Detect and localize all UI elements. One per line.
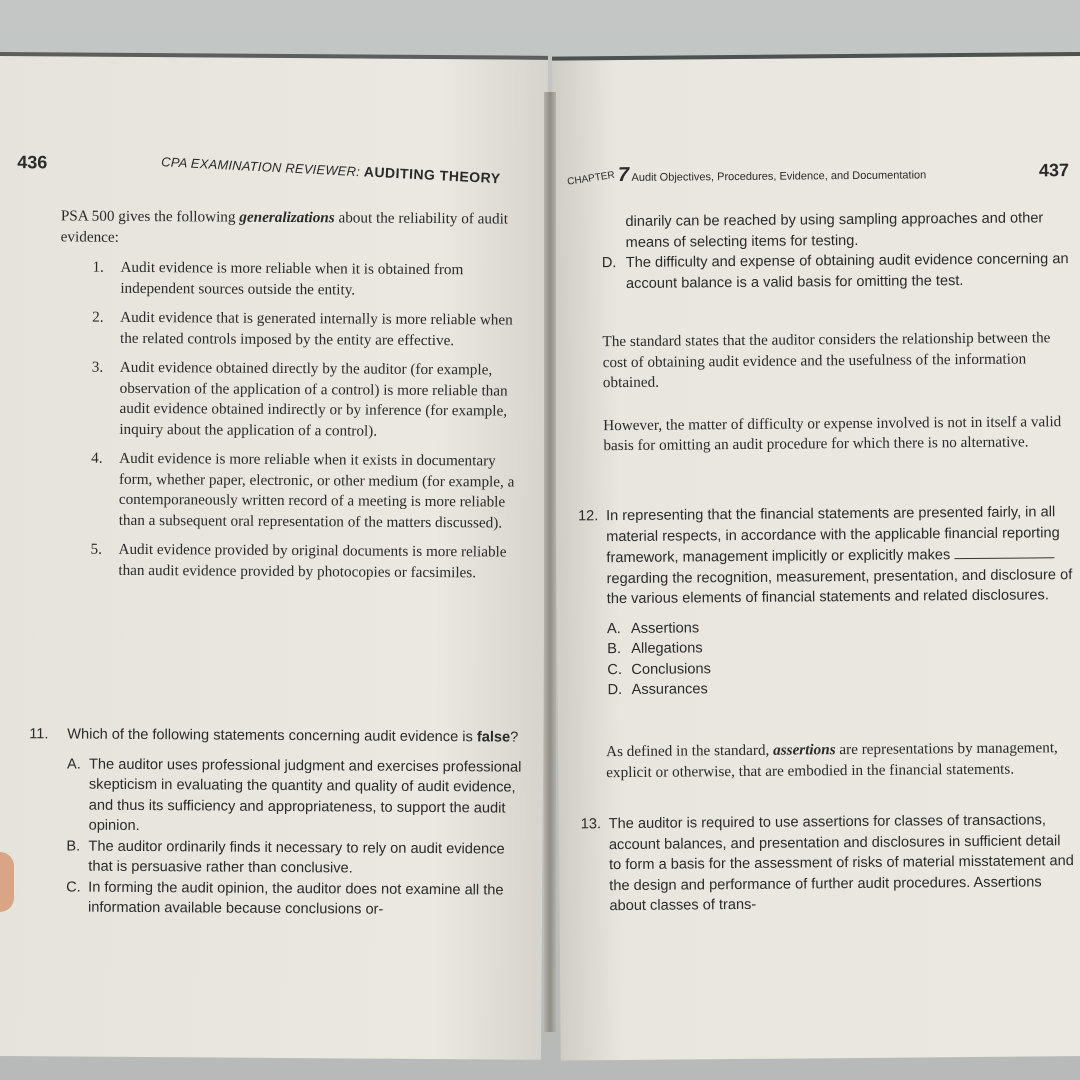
question-stem-end: regarding the recognition, measurement, presentation, and disclosure of the various elements of financial statements and related disclosures. <box>606 566 1073 608</box>
intro-text: PSA 500 gives the following <box>60 207 240 226</box>
page-number-left: 436 <box>17 152 48 173</box>
question-stem-emphasis: false <box>476 729 511 746</box>
explanation-block <box>602 328 1071 467</box>
running-head-subject: AUDITING THEORY <box>363 163 501 187</box>
item-number: 5. <box>90 540 102 558</box>
option-c <box>66 877 524 921</box>
option-d <box>602 249 1070 294</box>
item-text: Audit evidence provided by original documents is more reliable than audit evidence provided by photocopies or facsimiles. <box>118 540 507 581</box>
option-text: The auditor uses professional judgment and exercises professional skepticism in evaluating the quantity and quality of audit evidence, and thus its sufficiency and appropriateness, to support the audit opinion. <box>88 756 522 834</box>
intro-emphasis: generalizations <box>239 208 335 227</box>
option-text: The auditor ordinarily finds it necessary to rely on audit evidence that is persuasive rather than conclusive. <box>88 838 505 877</box>
option-letter: A. <box>66 755 81 773</box>
question-12-stem <box>578 502 1073 610</box>
option-c-continued: dinarily can be reached by using sampling approaches and other means of selecting items for testing. <box>625 210 1044 251</box>
open-book <box>0 52 1080 1080</box>
option-a <box>67 754 526 839</box>
intro-text-end: about the reliability of audit evidence: <box>60 209 509 246</box>
option-text: Allegations <box>631 640 703 657</box>
option-b <box>66 836 524 880</box>
item-text: Audit evidence is more reliable when it is obtained from independent sources outside the entity. <box>120 258 464 298</box>
item-text: Audit evidence is more reliable when it exists in documentary form, whether paper, electronic, or other medium (for example, a contemporaneously written record of a meeting is more reliable than a subsequent oral representation of the matters discussed). <box>118 449 515 532</box>
question-11-options <box>28 754 525 921</box>
option-text: Assertions <box>630 619 700 637</box>
generalization-item <box>91 449 530 534</box>
question-number: 11. <box>29 726 49 743</box>
item-number: 3. <box>91 358 104 376</box>
option-text: In forming the audit opinion, the auditor does not examine all the information available because conclusions or- <box>87 879 504 918</box>
option-letter: B. <box>607 641 622 658</box>
question-11-stem <box>29 724 525 748</box>
question-stem: The auditor is required to use assertions for classes of transactions, account balances, and presentation and disclosures in sufficient detail to form a basis for the assessment of risks of material misstatement and the design and performance of further audit procedures. Assertions about classes of trans- <box>608 812 1074 915</box>
question-stem-end: ? <box>510 729 519 746</box>
running-head-right <box>567 161 926 187</box>
item-number: 1. <box>92 258 104 276</box>
explanation-paragraph: However, the matter of difficulty or expense involved is not in itself a valid basis for omitting an audit procedure for which there is no alternative. <box>603 412 1062 455</box>
question-13 <box>581 810 1076 926</box>
right-page <box>552 52 1080 1061</box>
option-letter: A. <box>606 620 621 637</box>
question-stem: Which of the following statements concerning audit evidence is <box>67 726 477 746</box>
option-text: Conclusions <box>631 660 711 678</box>
question-12-options <box>579 615 1074 701</box>
question-number: 13. <box>580 816 602 833</box>
option-text: Assurances <box>631 681 708 698</box>
page-number-right: 437 <box>1038 160 1070 181</box>
item-number: 4. <box>91 449 103 467</box>
generalization-item <box>91 358 530 443</box>
chapter-label: CHAPTER <box>566 169 616 188</box>
generalization-item <box>92 308 530 352</box>
question-12 <box>578 502 1074 717</box>
option-letter: D. <box>601 255 617 272</box>
item-number: 2. <box>92 308 104 326</box>
option-letter: C. <box>607 661 623 678</box>
right-top-block <box>601 208 1070 316</box>
option-letter: B. <box>66 837 81 855</box>
generalizations-list <box>58 257 530 583</box>
option-d <box>607 676 1073 701</box>
question-13-stem <box>581 810 1076 917</box>
intro-paragraph <box>61 206 531 250</box>
generalization-item <box>90 540 528 584</box>
assertions-definition <box>606 738 1074 793</box>
definition-text-end: are representations by management, explicit or otherwise, that are embodied in the financial statements. <box>606 739 1058 781</box>
generalization-item <box>92 258 530 302</box>
definition-emphasis: assertions <box>773 741 836 759</box>
running-head-left <box>161 153 501 186</box>
answer-blank <box>954 543 1054 559</box>
item-text: Audit evidence that is generated internally is more reliable when the related controls imposed by the entity are effective. <box>119 308 513 349</box>
item-text: Audit evidence obtained directly by the auditor (for example, observation of the application of a control) is more reliable than audit evidence obtained indirectly or by inference (for example, inquiry about the application of a control). <box>119 358 508 440</box>
question-11 <box>28 724 525 921</box>
book-gutter <box>544 92 556 1032</box>
chapter-title: Audit Objectives, Procedures, Evidence, and Documentation <box>631 169 927 184</box>
definition-paragraph <box>606 738 1074 783</box>
left-page <box>0 52 548 1060</box>
running-head-prefix: CPA EXAMINATION REVIEWER: <box>160 154 361 180</box>
option-letter: D. <box>607 682 623 699</box>
question-stem: In representing that the financial statements are presented fairly, in all material respects, in accordance with the applicable financial reporting framework, management implicitly or explicitly makes <box>605 504 1060 567</box>
option-letter: C. <box>66 878 81 896</box>
thumb <box>0 852 14 912</box>
left-body <box>58 206 531 592</box>
question-number: 12. <box>577 508 599 525</box>
definition-text: As defined in the standard, <box>606 741 774 761</box>
option-text: The difficulty and expense of obtaining audit evidence concerning an account balance is a valid basis for omitting the test. <box>625 251 1069 292</box>
explanation-paragraph: The standard states that the auditor considers the relationship between the cost of obtaining audit evidence and the usefulness of the information obtained. <box>602 329 1051 392</box>
chapter-number: 7 <box>617 163 630 187</box>
